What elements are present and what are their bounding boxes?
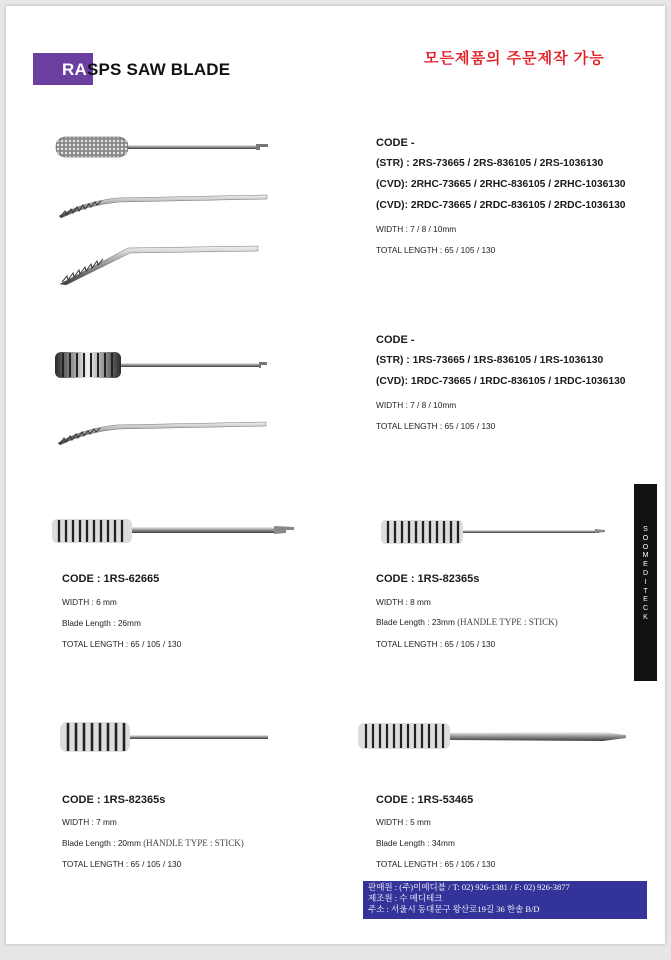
title-prefix: RA	[62, 60, 87, 79]
group2-code-line-2: (CVD): 1RDC-73665 / 1RDC-836105 / 1RDC-1036130	[376, 376, 626, 387]
rasp-1rs-82365s-image-b	[60, 722, 275, 754]
footer-contact-box	[363, 881, 647, 919]
item1-blade-length: Blade Length : 26mm	[62, 618, 141, 628]
group1-code-label: CODE -	[376, 137, 415, 149]
page-title	[62, 60, 230, 80]
item4-width: WIDTH : 5 mm	[376, 817, 431, 827]
group1-width: WIDTH : 7 / 8 / 10mm	[376, 224, 457, 234]
side-brand-tab	[634, 484, 657, 681]
rasp-1rs-53465-image	[358, 722, 633, 752]
item3-blade-length	[62, 838, 244, 848]
rasp-curved-blade-3	[56, 417, 271, 447]
footer-manufacturer: 제조원 : 수 메디테크	[368, 893, 443, 903]
rasp-ribbed-handle	[55, 352, 270, 380]
group1-code-line-2: (CVD): 2RHC-73665 / 2RHC-836105 / 2RHC-1036130	[376, 179, 626, 190]
item2-code: CODE : 1RS-82365s	[376, 573, 480, 585]
side-brand-label: S O O M E D I T E C K	[642, 526, 649, 621]
title-rest: SPS SAW BLADE	[86, 60, 231, 79]
item2-blade-length	[376, 617, 558, 627]
rasp-curved-blade-2	[58, 242, 263, 287]
rasp-knurled-handle	[56, 135, 271, 160]
item2-blade-value: Blade Length : 23mm	[376, 617, 455, 627]
group1-code-line-1: (STR) : 2RS-73665 / 2RS-836105 / 2RS-1036130	[376, 158, 604, 169]
group1-total-length: TOTAL LENGTH : 65 / 105 / 130	[376, 245, 496, 255]
item3-code: CODE : 1RS-82365s	[62, 794, 166, 806]
rasp-curved-blade-1	[57, 190, 272, 220]
item3-blade-value: Blade Length : 20mm	[62, 838, 141, 848]
item4-total-length: TOTAL LENGTH : 65 / 105 / 130	[376, 859, 496, 869]
group1-code-line-3: (CVD): 2RDC-73665 / 2RDC-836105 / 2RDC-1036130	[376, 200, 626, 211]
rasp-1rs-82365s-image-a	[381, 519, 611, 547]
group2-code-line-1: (STR) : 1RS-73665 / 1RS-836105 / 1RS-1036130	[376, 355, 604, 366]
item2-handle-type: (HANDLE TYPE : STICK)	[457, 617, 558, 627]
item1-code: CODE : 1RS-62665	[62, 573, 160, 585]
rasp-1rs-62665-image	[52, 518, 297, 546]
group2-total-length: TOTAL LENGTH : 65 / 105 / 130	[376, 421, 496, 431]
group2-width: WIDTH : 7 / 8 / 10mm	[376, 400, 457, 410]
item1-width: WIDTH : 6 mm	[62, 597, 117, 607]
item3-width: WIDTH : 7 mm	[62, 817, 117, 827]
footer-seller: 판매원 : (주)이메디블 / T: 02) 926-1381 / F: 02) 926-3877	[368, 882, 570, 892]
item2-total-length: TOTAL LENGTH : 65 / 105 / 130	[376, 639, 496, 649]
footer-address: 주소 : 서울시 동대문구 왕산로19길 36 한솔 B/D	[368, 904, 540, 914]
item1-total-length: TOTAL LENGTH : 65 / 105 / 130	[62, 639, 182, 649]
group2-code-label: CODE -	[376, 334, 415, 346]
custom-order-note: 모든제품의 주문제작 가능	[424, 50, 605, 67]
item3-handle-type: (HANDLE TYPE : STICK)	[143, 838, 244, 848]
item3-total-length: TOTAL LENGTH : 65 / 105 / 130	[62, 859, 182, 869]
item2-width: WIDTH : 8 mm	[376, 597, 431, 607]
item4-code: CODE : 1RS-53465	[376, 794, 474, 806]
item4-blade-length: Blade Length : 34mm	[376, 838, 455, 848]
